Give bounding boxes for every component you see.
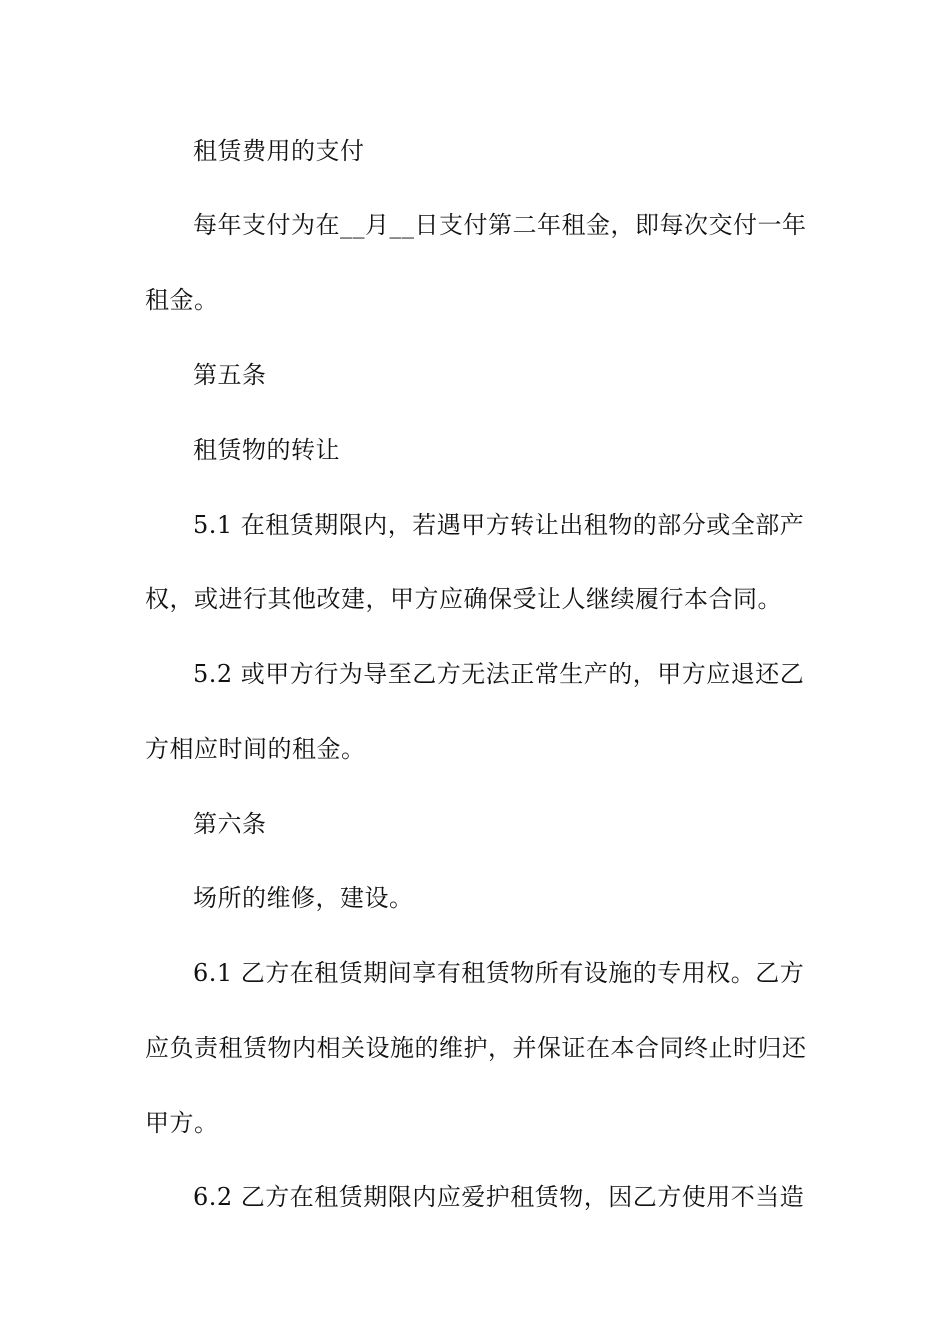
heading-rent-payment: 租赁费用的支付 xyxy=(193,137,365,165)
clause-5-1-line: 5.1 在租赁期限内，若遇甲方转让出租物的部分或全部产 xyxy=(193,511,805,539)
paragraph-line: 租金。 xyxy=(145,286,219,314)
clause-6-1-line: 甲方。 xyxy=(145,1109,219,1137)
clause-5-2-line: 5.2 或甲方行为导至乙方无法正常生产的，甲方应退还乙 xyxy=(193,660,805,688)
clause-5-2-line: 方相应时间的租金。 xyxy=(145,735,366,763)
heading-lease-transfer: 租赁物的转让 xyxy=(193,436,340,464)
article-five-heading: 第五条 xyxy=(193,361,267,389)
clause-6-1-line: 6.1 乙方在租赁期间享有租赁物所有设施的专用权。乙方 xyxy=(193,959,805,987)
article-six-heading: 第六条 xyxy=(193,810,267,838)
clause-5-1-line: 权，或进行其他改建，甲方应确保受让人继续履行本合同。 xyxy=(145,585,782,613)
clause-6-2-line: 6.2 乙方在租赁期限内应爱护租赁物，因乙方使用不当造 xyxy=(193,1183,805,1211)
paragraph-line: 每年支付为在__月__日支付第二年租金，即每次交付一年 xyxy=(193,211,807,239)
heading-maintenance: 场所的维修，建设。 xyxy=(193,884,414,912)
clause-6-1-line: 应负责租赁物内相关设施的维护，并保证在本合同终止时归还 xyxy=(145,1034,807,1062)
